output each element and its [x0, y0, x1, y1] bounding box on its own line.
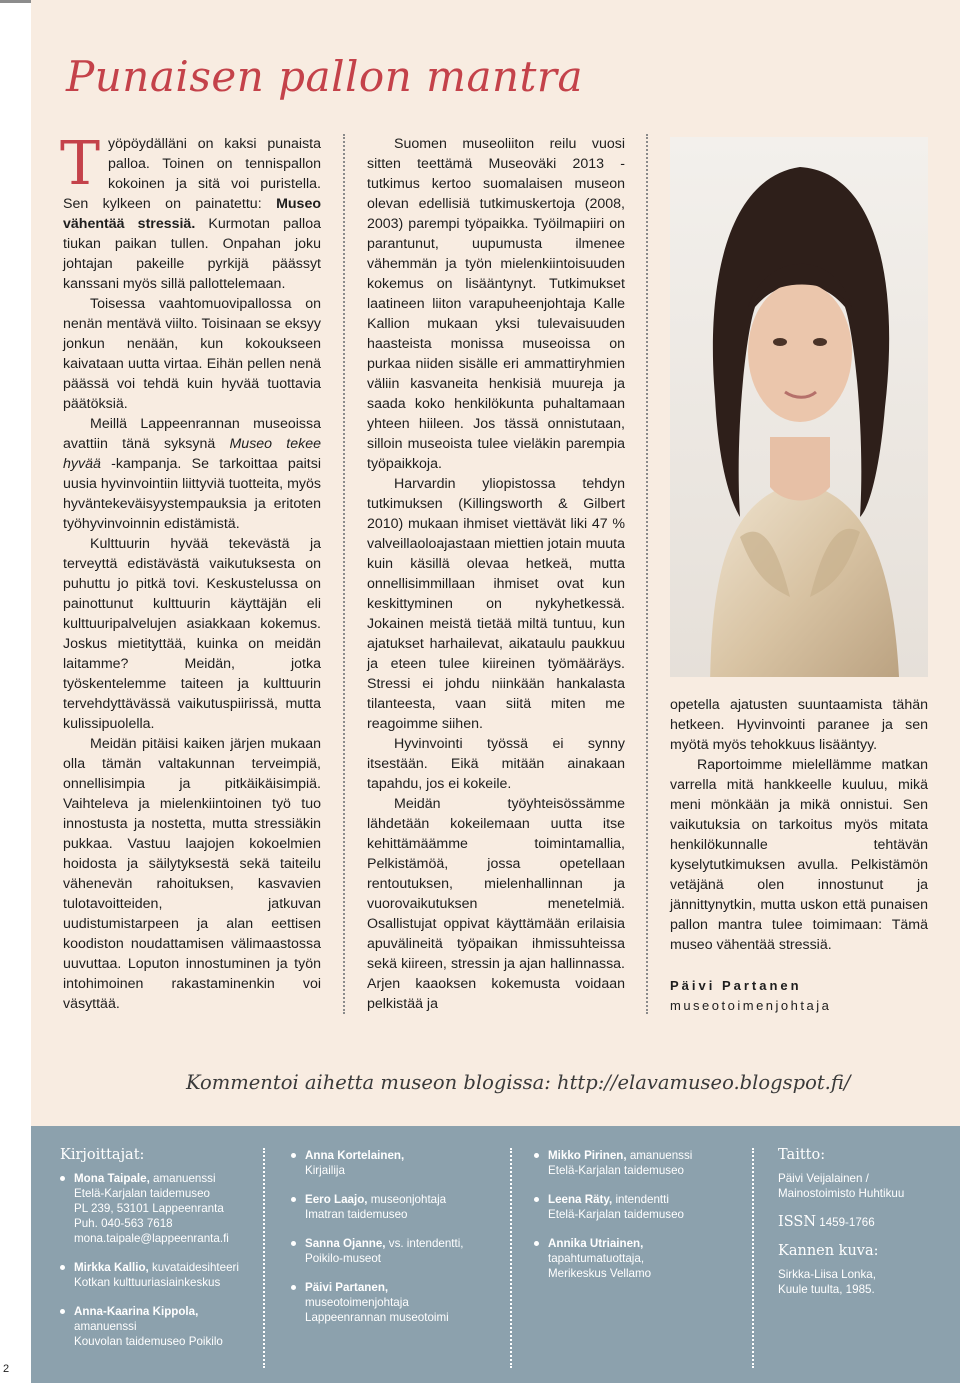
bullet-icon: [534, 1197, 539, 1202]
column-divider: [343, 134, 345, 1014]
issn: ISSN 1459-1766: [778, 1214, 875, 1230]
bullet-icon: [291, 1197, 296, 1202]
bullet-icon: [534, 1241, 539, 1246]
article-title: Punaisen pallon mantra: [66, 52, 584, 101]
article-column-1: [60, 129, 321, 1014]
bullet-icon: [60, 1309, 65, 1314]
footer-credits-col: [778, 1148, 948, 1297]
writer-entry: Anna-Kaarina Kippola, amanuenssi Kouvolan taidemuseo Poikilo: [60, 1304, 260, 1349]
author-portrait: [670, 137, 928, 677]
page-number: 2: [3, 1363, 10, 1375]
layout-credit: Päivi Veijalainen / Mainostoimisto Huhtikuu: [778, 1172, 905, 1200]
article-column-3: [670, 695, 928, 955]
layout-heading: Taitto:: [778, 1147, 826, 1163]
paragraph-10: opetella ajatusten suuntaamista tähän hetkeen. Hyvinvointi paranee ja sen myötä myös tehokkuus lisääntyy.: [670, 697, 928, 753]
footer-writers-col-2: [291, 1148, 491, 1339]
paragraph-7: Harvardin yliopistossa tehdyn tutkimuksen (Killingsworth & Gilbert 2010) mukaan ihmiset viettävät liki 47 % valveillaoloajastaan miettien jotain muuta kuin käsillä olevaa hetkeä, mutta onnellisimmillaan ihmiset ovat kun keskittyminen on nykyhetkessä. Jokainen meistä tietää miltä tuntuu, kun ajatukset harhailevat, aikataulu paukkuu ja eteen tulee kiireinen työmääräys. Stressi ei johdu niinkään hankalasta tilanteesta, vaan siitä miten me reagoimme siihen.: [367, 476, 625, 732]
bullet-icon: [60, 1176, 65, 1181]
author-title: museotoimenjohtaja: [670, 998, 832, 1013]
campaign-name: Museo tekee hyvää: [63, 436, 321, 472]
writer-entry: Mirkka Kallio, kuvataidesihteeri Kotkan kulttuuriasiainkeskus: [60, 1260, 260, 1290]
cover-credit: Sirkka-Liisa Lonka, Kuule tuulta, 1985.: [778, 1268, 876, 1296]
writer-entry: Mikko Pirinen, amanuenssi Etelä-Karjalan taidemuseo: [534, 1148, 734, 1178]
paragraph-4: Kulttuurin hyvää tekevästä ja terveyttä edistävästä vaikutuksesta on puhuttu jo pitkä tovi. Keskustelussa on painottunut kulttuurin käyttäjän eli kulttuuripalvelujen asiakkaan kokemus. Joskus mietityttää, kuinka on meidän laitamme? Meidän, jotka työskentelemme taiteen ja kulttuurin tervehdyttävässä vaikutuspiirissä, mutta kulissipuolella.: [63, 536, 321, 732]
portrait-illustration: [670, 137, 928, 677]
paragraph-6: Suomen museoliiton reilu vuosi sitten teettämä Museoväki 2013 -tutkimus kertoo suomalaisen museon olevan edellisiä tutkimuskertoja (2008, 2003) parempi työpaikka. Työilmapiiri on parantunut, uupumusta ilmenee vähemmän ja työn mielenkiintoisuuden kokemus on lisääntynyt. Tutkimukset laatineen liiton varapuheenjohtaja Kalle Kallion mukaan yksi tulevaisuuden haasteista monissa museoissa on purkaa niiden sisälle eri ammattiryhmien väliin kasvaneita henkisiä muureja ja saada koko henkilökunta puhaltamaan yhteen hiileen. Jos tässä onnistutaan, silloin museoista tulee vieläkin parempia työpaikkoja.: [367, 136, 625, 472]
paragraph-1: Työpöydälläni on kaksi punaista palloa. Toinen on tennispallon kokoinen ja sitä voi puristella. Sen kylkeen on painatettu: Museo vähentää stressiä. Kurmotan palloa tiukan paikan tullen. Onpahan joku johtajan pakeille pyrkijä päässyt kanssani myös sillä pallottelemaan.: [60, 129, 321, 292]
writer-entry: Anna Kortelainen, Kirjailija: [291, 1148, 491, 1178]
writer-entry: Annika Utriainen, tapahtumatuottaja, Merikeskus Vellamo: [534, 1236, 734, 1281]
footer-writers-col-3: [534, 1148, 734, 1295]
slogan: Museo vähentää stressiä.: [63, 196, 321, 232]
writer-entry: Sanna Ojanne, vs. intendentti, Poikilo-museot: [291, 1236, 491, 1266]
article-column-2: [367, 134, 625, 1014]
bullet-icon: [291, 1241, 296, 1246]
paragraph-2: Toisessa vaahtomuovipallossa on nenän mentävä viilto. Toisinaan se eksyy jonkun nenään, kun kokoukseen kaivataan uutta virtaa. Eihän pellen nenä päässä voi tehdä kuin hyvää tuottavia päätöksiä.: [63, 296, 321, 412]
footer-divider: [263, 1148, 265, 1368]
writer-entry: Eero Laajo, museonjohtaja Imatran taidemuseo: [291, 1192, 491, 1222]
bullet-icon: [291, 1153, 296, 1158]
writer-entry: Päivi Partanen, museotoimenjohtaja Lappeenrannan museotoimi: [291, 1280, 491, 1325]
paragraph-11: Raportoimme mielellämme matkan varrella mitä hankkeelle kuuluu, mikä meni mönkään ja mikä onnistui. Sen vaikutuksia on tarkoitus myös mitata henkilökunnalle tehtävän kyselytutkimuksen avulla. Pelkistämön vetäjänä olen innostunut ja jännittynytkin, mutta uskon että punaisen pallon mantra tulee toimimaan: Tämä museo vähentää stressiä.: [670, 757, 928, 953]
paragraph-8: Hyvinvointi työssä ei synny itsestään. Eikä mitään ainakaan tapahdu, jos ei kokeile.: [367, 736, 625, 792]
bullet-icon: [291, 1285, 296, 1290]
writers-heading: Kirjoittajat:: [60, 1147, 145, 1163]
column-divider: [646, 134, 648, 1014]
footer-writers-col-1: [60, 1148, 260, 1363]
footer-divider: [510, 1148, 512, 1368]
blog-link[interactable]: Kommentoi aihetta museon blogissa: http://elavamuseo.blogspot.fi/: [186, 1071, 851, 1094]
author-name: Päivi Partanen: [670, 978, 802, 993]
cover-heading: Kannen kuva:: [778, 1243, 879, 1259]
paragraph-5: Meidän pitäisi kaiken järjen mukaan olla tämän valtakunnan terveimpiä, onnellisimpia ja pitkäikäisimpiä. Vaihteleva ja mielenkiintoinen työ tuo innostusta ja nostetta, mutta stressiäkin pukkaa. Vastuu laajojen kokoelmien hoidosta ja säilytyksestä sekä taiteilu vähenevän rahoituksen, kasvavien tulotavoitteiden, jatkuvan uudistumistarpeen ja alan eettisen koodiston noudattamisen välimaastossa uuvuttaa. Loputon innostuminen ja työn intohimoinen rakastaminenkin voi väsyttää.: [63, 736, 321, 1012]
footer-divider: [752, 1148, 754, 1368]
writer-entry: Leena Räty, intendentti Etelä-Karjalan taidemuseo: [534, 1192, 734, 1222]
bullet-icon: [60, 1265, 65, 1270]
drop-cap: T: [60, 129, 101, 199]
paragraph-9: Meidän työyhteisössämme lähdetään kokeilemaan uutta itse kehittämäämme toimintamallia, Pelkistämöä, jossa opetellaan rentoutuksen, mielenhallinnan ja vuorovaikutuksen menetelmiä. Osallistujat oppivat käyttämään erilaisia apuvälineitä työpaikan ihmissuhteissa sekä kiireen, stressin ja ajan hallinnassa. Arjen kaaoksen kokemusta voidaan pelkistää ja: [367, 796, 625, 1012]
bullet-icon: [534, 1153, 539, 1158]
writer-entry: Mona Taipale, amanuenssi Etelä-Karjalan taidemuseo PL 239, 53101 Lappeenranta Puh. 040-563 7618 mona.taipale@lappeenranta.fi: [60, 1171, 260, 1246]
paragraph-3: Meillä Lappeenrannan museoissa avattiin tänä syksynä Museo tekee hyvää -kampanja. Se tarkoittaa paitsi uusia hyvinvointiin liittyviä tuotteita, myös hyväntekeväisyystempauksia ja eritoten työhyvinvoinnin edistämistä.: [63, 416, 321, 532]
